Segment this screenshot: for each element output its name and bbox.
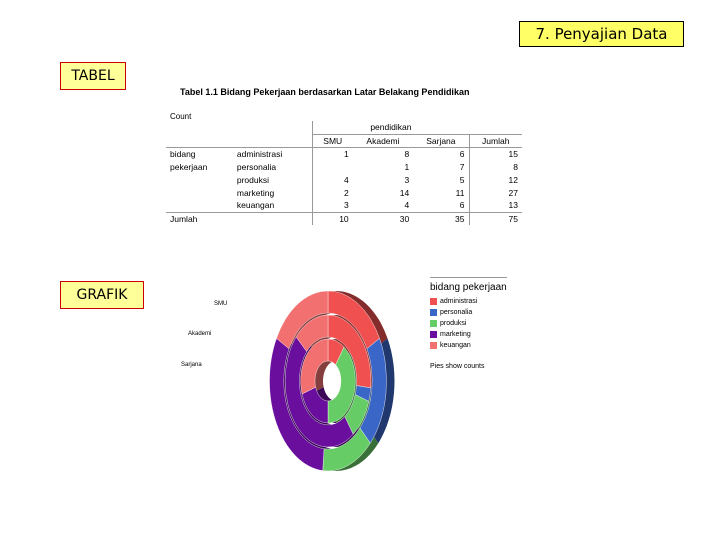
- cell: 75: [469, 212, 522, 225]
- cell: 30: [353, 212, 414, 225]
- legend-swatch: [430, 309, 437, 316]
- cell: 13: [469, 199, 522, 212]
- legend-swatch: [430, 342, 437, 349]
- row-label: keuangan: [236, 200, 275, 211]
- legend-swatch: [430, 331, 437, 338]
- ring-label-akademi: Akademi: [188, 331, 212, 337]
- cell: 12: [469, 173, 522, 186]
- total-label: Jumlah: [166, 212, 312, 225]
- table-title: Tabel 1.1 Bidang Pekerjaan berdasarkan Latar Belakang Pendidikan: [180, 87, 470, 97]
- cell: 6: [413, 147, 469, 160]
- count-label: Count: [170, 112, 192, 121]
- slide-title: 7. Penyajian Data: [519, 21, 684, 47]
- cell: 4: [312, 173, 352, 186]
- table-row: [166, 147, 522, 160]
- group-header: pendidikan: [312, 121, 469, 134]
- legend-swatch: [430, 320, 437, 327]
- cell: 3: [312, 199, 352, 212]
- row-label: administrasi: [233, 147, 312, 160]
- col-header: Sarjana: [426, 135, 456, 146]
- table-row: [166, 160, 522, 173]
- cell: 6: [459, 200, 465, 211]
- cell: 10: [312, 212, 352, 225]
- table-header-row: [166, 121, 522, 134]
- legend-label: personalia: [440, 309, 473, 316]
- cell: 4: [404, 200, 410, 211]
- doughnut-chart: [228, 286, 428, 486]
- cell: 1: [404, 161, 410, 172]
- crosstab-table: [166, 121, 522, 225]
- legend-item: [430, 296, 507, 307]
- col-header: SMU: [312, 134, 352, 147]
- cell: 3: [404, 174, 410, 185]
- col-header: Akademi: [366, 135, 400, 146]
- row-group-label: bidang: [166, 147, 233, 160]
- legend-label: produksi: [440, 320, 467, 327]
- legend-item: [430, 340, 507, 351]
- table-row: [166, 173, 522, 186]
- row-label: personalia: [236, 161, 277, 172]
- row-label: marketing: [236, 187, 275, 198]
- cell: 7: [459, 161, 465, 172]
- cell: 8: [469, 160, 522, 173]
- col-header: Jumlah: [469, 134, 522, 147]
- cell: 27: [469, 186, 522, 199]
- cell: 1: [312, 147, 352, 160]
- legend-swatch: [430, 298, 437, 305]
- cell: 15: [469, 147, 522, 160]
- cell: 5: [459, 174, 465, 185]
- legend-item: [430, 329, 507, 340]
- legend-label: marketing: [440, 331, 471, 338]
- table-row: [166, 186, 522, 199]
- grafik-label: GRAFIK: [60, 281, 144, 309]
- cell: 2: [312, 186, 352, 199]
- legend-label: administrasi: [440, 298, 478, 305]
- cell: 35: [413, 212, 469, 225]
- chart-note: Pies show counts: [430, 363, 485, 370]
- cell: 8: [353, 147, 414, 160]
- cell: 14: [399, 187, 410, 198]
- table-total-row: [166, 212, 522, 225]
- row-label: produksi: [236, 174, 269, 185]
- legend-item: [430, 318, 507, 329]
- table-column-header-row: [166, 134, 522, 147]
- tabel-label: TABEL: [60, 62, 126, 90]
- chart-legend: [430, 277, 507, 370]
- ring-label-sarjana: Sarjana: [181, 362, 202, 368]
- legend-title: bidang pekerjaan: [430, 277, 507, 293]
- legend-label: keuangan: [440, 342, 471, 349]
- table-row: [166, 199, 522, 212]
- legend-item: [430, 307, 507, 318]
- ring-label-smu: SMU: [214, 301, 228, 307]
- cell: 11: [455, 187, 465, 198]
- cell: [312, 160, 352, 173]
- row-group-label: pekerjaan: [170, 161, 208, 172]
